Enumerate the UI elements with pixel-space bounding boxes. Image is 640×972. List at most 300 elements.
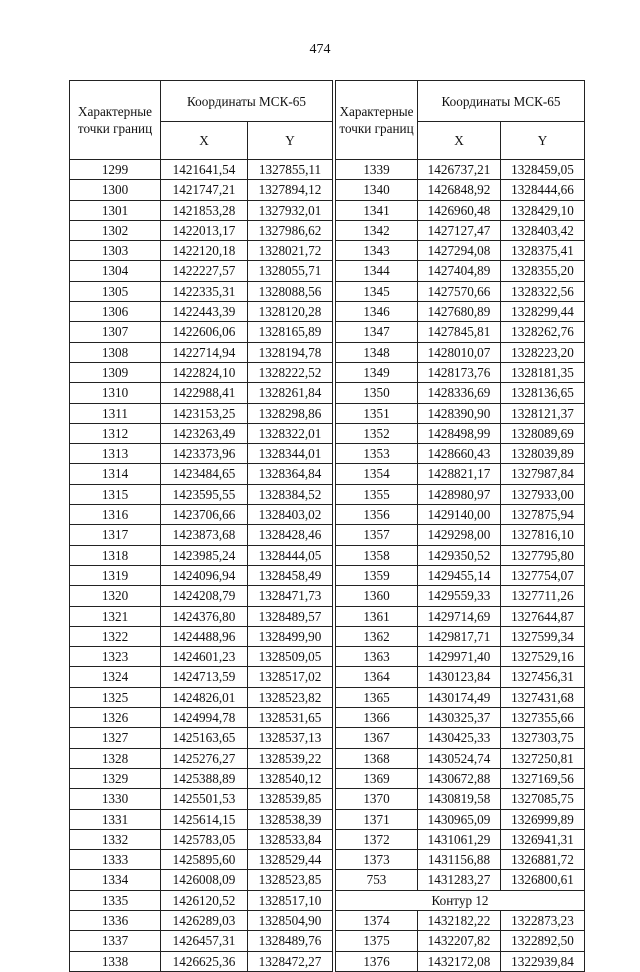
table-row (336, 180, 585, 200)
y-coordinate-cell: 1328529,44 (248, 850, 333, 870)
left-table-body (70, 160, 333, 972)
y-coordinate-cell: 1328165,89 (248, 322, 333, 342)
point-number-cell: 1357 (336, 525, 418, 545)
y-coordinate-cell: 1328322,56 (501, 281, 585, 301)
point-number-cell: 1321 (70, 606, 161, 626)
x-coordinate-cell: 1430174,49 (418, 687, 501, 707)
x-coordinate-cell: 1421747,21 (161, 180, 248, 200)
x-coordinate-cell: 1432182,22 (418, 910, 501, 930)
table-row (336, 850, 585, 870)
point-number-cell: 1370 (336, 789, 418, 809)
table-row (336, 505, 585, 525)
y-coordinate-cell: 1328533,84 (248, 829, 333, 849)
table-row (70, 484, 333, 504)
x-coordinate-cell: 1428010,07 (418, 342, 501, 362)
table-row (336, 464, 585, 484)
y-coordinate-cell: 1328136,65 (501, 383, 585, 403)
table-row (70, 748, 333, 768)
y-coordinate-cell: 1328471,73 (248, 586, 333, 606)
y-coordinate-cell: 1327303,75 (501, 728, 585, 748)
x-coordinate-cell: 1428821,17 (418, 464, 501, 484)
point-number-cell: 1326 (70, 708, 161, 728)
point-number-cell: 1314 (70, 464, 161, 484)
table-row (336, 606, 585, 626)
x-coordinate-cell: 1428173,76 (418, 362, 501, 382)
x-coordinate-cell: 1429298,00 (418, 525, 501, 545)
y-header: Y (248, 122, 333, 160)
y-coordinate-cell: 1328504,90 (248, 910, 333, 930)
table-row (70, 545, 333, 565)
y-coordinate-cell: 1328517,10 (248, 890, 333, 910)
y-coordinate-cell: 1328523,82 (248, 687, 333, 707)
y-coordinate-cell: 1327875,94 (501, 505, 585, 525)
y-coordinate-cell: 1328121,37 (501, 403, 585, 423)
point-number-cell: 1350 (336, 383, 418, 403)
x-coordinate-cell: 1432172,08 (418, 951, 501, 971)
y-coordinate-cell: 1328472,27 (248, 951, 333, 971)
table-row (336, 647, 585, 667)
y-coordinate-cell: 1327644,87 (501, 606, 585, 626)
table-row (70, 728, 333, 748)
y-coordinate-cell: 1328538,39 (248, 809, 333, 829)
table-row (70, 200, 333, 220)
point-number-cell: 1311 (70, 403, 161, 423)
y-coordinate-cell: 1327855,11 (248, 160, 333, 180)
point-number-cell: 1351 (336, 403, 418, 423)
table-row (70, 403, 333, 423)
x-coordinate-cell: 1426848,92 (418, 180, 501, 200)
point-number-cell: 1330 (70, 789, 161, 809)
x-coordinate-cell: 1424826,01 (161, 687, 248, 707)
point-number-cell: 1325 (70, 687, 161, 707)
y-coordinate-cell: 1328403,02 (248, 505, 333, 525)
x-coordinate-cell: 1429140,00 (418, 505, 501, 525)
y-coordinate-cell: 1328299,44 (501, 302, 585, 322)
table-row (70, 789, 333, 809)
x-coordinate-cell: 1425276,27 (161, 748, 248, 768)
point-number-cell: 1376 (336, 951, 418, 971)
y-coordinate-cell: 1328364,84 (248, 464, 333, 484)
y-coordinate-cell: 1328458,49 (248, 565, 333, 585)
x-coordinate-cell: 1430672,88 (418, 768, 501, 788)
x-coordinate-cell: 1422988,41 (161, 383, 248, 403)
point-number-cell: 1312 (70, 423, 161, 443)
y-coordinate-cell: 1327456,31 (501, 667, 585, 687)
x-coordinate-cell: 1424208,79 (161, 586, 248, 606)
table-row (70, 870, 333, 890)
point-number-cell: 1343 (336, 241, 418, 261)
y-coordinate-cell: 1328459,05 (501, 160, 585, 180)
y-coordinate-cell: 1328384,52 (248, 484, 333, 504)
point-number-cell: 1366 (336, 708, 418, 728)
x-coordinate-cell: 1425614,15 (161, 809, 248, 829)
x-coordinate-cell: 1426457,31 (161, 931, 248, 951)
point-number-cell: 1301 (70, 200, 161, 220)
point-number-cell: 1334 (70, 870, 161, 890)
y-coordinate-cell: 1328537,13 (248, 728, 333, 748)
table-row (336, 626, 585, 646)
y-coordinate-cell: 1328489,57 (248, 606, 333, 626)
table-row (70, 160, 333, 180)
x-coordinate-cell: 1429714,69 (418, 606, 501, 626)
table-row (70, 829, 333, 849)
table-row (336, 362, 585, 382)
y-coordinate-cell: 1328375,41 (501, 241, 585, 261)
table-row (70, 444, 333, 464)
x-coordinate-cell: 1429350,52 (418, 545, 501, 565)
table-row (70, 220, 333, 240)
x-coordinate-cell: 1425783,05 (161, 829, 248, 849)
x-header: X (161, 122, 248, 160)
x-coordinate-cell: 1429559,33 (418, 586, 501, 606)
table-row (70, 302, 333, 322)
y-coordinate-cell: 1327932,01 (248, 200, 333, 220)
point-number-cell: 1317 (70, 525, 161, 545)
x-coordinate-cell: 1422714,94 (161, 342, 248, 362)
table-row (70, 464, 333, 484)
y-coordinate-cell: 1328322,01 (248, 423, 333, 443)
y-coordinate-cell: 1328444,05 (248, 545, 333, 565)
point-number-cell: 1306 (70, 302, 161, 322)
x-coordinate-cell: 1428498,99 (418, 423, 501, 443)
point-number-cell: 1332 (70, 829, 161, 849)
table-row (336, 687, 585, 707)
y-coordinate-cell: 1327987,84 (501, 464, 585, 484)
x-coordinate-cell: 1429455,14 (418, 565, 501, 585)
x-coordinate-cell: 1424376,80 (161, 606, 248, 626)
x-coordinate-cell: 1428660,43 (418, 444, 501, 464)
points-header: Характерные точки границ (336, 81, 418, 160)
x-coordinate-cell: 1431156,88 (418, 850, 501, 870)
x-coordinate-cell: 1430325,37 (418, 708, 501, 728)
x-coordinate-cell: 1423484,65 (161, 464, 248, 484)
y-coordinate-cell: 1322939,84 (501, 951, 585, 971)
point-number-cell: 1348 (336, 342, 418, 362)
table-row (336, 667, 585, 687)
y-coordinate-cell: 1328540,12 (248, 768, 333, 788)
x-coordinate-cell: 1426289,03 (161, 910, 248, 930)
table-row (336, 708, 585, 728)
table-row (70, 261, 333, 281)
point-number-cell: 1353 (336, 444, 418, 464)
point-number-cell: 1341 (336, 200, 418, 220)
x-coordinate-cell: 1430425,33 (418, 728, 501, 748)
table-row (70, 241, 333, 261)
point-number-cell: 1315 (70, 484, 161, 504)
table-row (70, 951, 333, 971)
point-number-cell: 1302 (70, 220, 161, 240)
y-coordinate-cell: 1326800,61 (501, 870, 585, 890)
point-number-cell: 1362 (336, 626, 418, 646)
y-coordinate-cell: 1322873,23 (501, 910, 585, 930)
y-coordinate-cell: 1328261,84 (248, 383, 333, 403)
y-coordinate-cell: 1328223,20 (501, 342, 585, 362)
point-number-cell: 1365 (336, 687, 418, 707)
x-coordinate-cell: 1426120,52 (161, 890, 248, 910)
coords-header: Координаты МСК-65 (418, 81, 585, 122)
x-coordinate-cell: 1424096,94 (161, 565, 248, 585)
point-number-cell: 1360 (336, 586, 418, 606)
table-row (336, 728, 585, 748)
point-number-cell: 1354 (336, 464, 418, 484)
x-coordinate-cell: 1422013,17 (161, 220, 248, 240)
table-row (336, 545, 585, 565)
point-number-cell: 1344 (336, 261, 418, 281)
table-row (70, 647, 333, 667)
y-header: Y (501, 122, 585, 160)
y-coordinate-cell: 1327933,00 (501, 484, 585, 504)
x-coordinate-cell: 1430123,84 (418, 667, 501, 687)
point-number-cell: 1369 (336, 768, 418, 788)
kontur-row (336, 890, 585, 910)
y-coordinate-cell: 1328444,66 (501, 180, 585, 200)
x-coordinate-cell: 1423263,49 (161, 423, 248, 443)
table-row (70, 910, 333, 930)
x-coordinate-cell: 1426008,09 (161, 870, 248, 890)
x-coordinate-cell: 1432207,82 (418, 931, 501, 951)
table-row (70, 850, 333, 870)
table-row (70, 687, 333, 707)
table-row (70, 768, 333, 788)
point-number-cell: 1318 (70, 545, 161, 565)
page-number: 474 (309, 42, 331, 57)
point-number-cell: 1319 (70, 565, 161, 585)
kontur-label: Контур 12 (336, 890, 585, 910)
x-coordinate-cell: 1423985,24 (161, 545, 248, 565)
point-number-cell: 1340 (336, 180, 418, 200)
x-coordinate-cell: 1429817,71 (418, 626, 501, 646)
y-coordinate-cell: 1327169,56 (501, 768, 585, 788)
point-number-cell: 1324 (70, 667, 161, 687)
point-number-cell: 1323 (70, 647, 161, 667)
y-coordinate-cell: 1328021,72 (248, 241, 333, 261)
x-coordinate-cell: 1427294,08 (418, 241, 501, 261)
x-coordinate-cell: 1423706,66 (161, 505, 248, 525)
table-row (336, 809, 585, 829)
point-number-cell: 1373 (336, 850, 418, 870)
coordinates-table-left (69, 80, 333, 972)
table-row (336, 200, 585, 220)
y-coordinate-cell: 1328428,46 (248, 525, 333, 545)
y-coordinate-cell: 1326941,31 (501, 829, 585, 849)
y-coordinate-cell: 1327816,10 (501, 525, 585, 545)
table-row (336, 525, 585, 545)
table-row (336, 383, 585, 403)
y-coordinate-cell: 1328089,69 (501, 423, 585, 443)
right-table-body (336, 160, 585, 891)
table-row (336, 403, 585, 423)
point-number-cell: 1337 (70, 931, 161, 951)
point-number-cell: 1327 (70, 728, 161, 748)
table-row (336, 931, 585, 951)
table-row (70, 931, 333, 951)
point-number-cell: 1371 (336, 809, 418, 829)
y-coordinate-cell: 1327754,07 (501, 565, 585, 585)
y-coordinate-cell: 1328181,35 (501, 362, 585, 382)
x-coordinate-cell: 1423153,25 (161, 403, 248, 423)
point-number-cell: 1329 (70, 768, 161, 788)
table-row (70, 809, 333, 829)
x-coordinate-cell: 1430819,58 (418, 789, 501, 809)
point-number-cell: 1352 (336, 423, 418, 443)
x-coordinate-cell: 1425163,65 (161, 728, 248, 748)
y-coordinate-cell: 1328523,85 (248, 870, 333, 890)
x-coordinate-cell: 1427680,89 (418, 302, 501, 322)
y-coordinate-cell: 1328355,20 (501, 261, 585, 281)
point-number-cell: 1364 (336, 667, 418, 687)
table-row (70, 383, 333, 403)
y-coordinate-cell: 1326999,89 (501, 809, 585, 829)
y-coordinate-cell: 1327795,80 (501, 545, 585, 565)
x-coordinate-cell: 1430524,74 (418, 748, 501, 768)
x-coordinate-cell: 1426737,21 (418, 160, 501, 180)
point-number-cell: 1316 (70, 505, 161, 525)
table-row (336, 565, 585, 585)
point-number-cell: 1305 (70, 281, 161, 301)
point-number-cell: 1342 (336, 220, 418, 240)
table-row (336, 423, 585, 443)
table-row (70, 525, 333, 545)
table-row (70, 322, 333, 342)
table-row (70, 667, 333, 687)
y-coordinate-cell: 1328298,86 (248, 403, 333, 423)
point-number-cell: 1313 (70, 444, 161, 464)
point-number-cell: 1339 (336, 160, 418, 180)
y-coordinate-cell: 1327250,81 (501, 748, 585, 768)
y-coordinate-cell: 1326881,72 (501, 850, 585, 870)
y-coordinate-cell: 1327431,68 (501, 687, 585, 707)
table-row (70, 342, 333, 362)
x-coordinate-cell: 1429971,40 (418, 647, 501, 667)
x-coordinate-cell: 1427127,47 (418, 220, 501, 240)
point-number-cell: 1368 (336, 748, 418, 768)
points-header: Характерные точки границ (70, 81, 161, 160)
table-row (70, 281, 333, 301)
x-coordinate-cell: 1427570,66 (418, 281, 501, 301)
y-coordinate-cell: 1328539,85 (248, 789, 333, 809)
point-number-cell: 1333 (70, 850, 161, 870)
x-coordinate-cell: 1426960,48 (418, 200, 501, 220)
y-coordinate-cell: 1328194,78 (248, 342, 333, 362)
right-table-body-kontur (336, 910, 585, 971)
x-coordinate-cell: 1428980,97 (418, 484, 501, 504)
x-coordinate-cell: 1428390,90 (418, 403, 501, 423)
point-number-cell: 1300 (70, 180, 161, 200)
x-coordinate-cell: 1422335,31 (161, 281, 248, 301)
x-coordinate-cell: 1428336,69 (418, 383, 501, 403)
table-row (70, 626, 333, 646)
x-coordinate-cell: 1425501,53 (161, 789, 248, 809)
x-coordinate-cell: 1431061,29 (418, 829, 501, 849)
y-coordinate-cell: 1328344,01 (248, 444, 333, 464)
x-coordinate-cell: 1424713,59 (161, 667, 248, 687)
x-header: X (418, 122, 501, 160)
x-coordinate-cell: 1427845,81 (418, 322, 501, 342)
point-number-cell: 1336 (70, 910, 161, 930)
point-number-cell: 1358 (336, 545, 418, 565)
point-number-cell: 1356 (336, 505, 418, 525)
x-coordinate-cell: 1423373,96 (161, 444, 248, 464)
table-row (70, 423, 333, 443)
table-row (70, 586, 333, 606)
point-number-cell: 1347 (336, 322, 418, 342)
y-coordinate-cell: 1328539,22 (248, 748, 333, 768)
y-coordinate-cell: 1328531,65 (248, 708, 333, 728)
y-coordinate-cell: 1327529,16 (501, 647, 585, 667)
table-row (336, 342, 585, 362)
point-number-cell: 1304 (70, 261, 161, 281)
x-coordinate-cell: 1424488,96 (161, 626, 248, 646)
table-row (336, 220, 585, 240)
point-number-cell: 1338 (70, 951, 161, 971)
y-coordinate-cell: 1328055,71 (248, 261, 333, 281)
x-coordinate-cell: 1425895,60 (161, 850, 248, 870)
x-coordinate-cell: 1423873,68 (161, 525, 248, 545)
coordinates-table-right (335, 80, 585, 972)
table-row (336, 870, 585, 890)
x-coordinate-cell: 1427404,89 (418, 261, 501, 281)
point-number-cell: 1303 (70, 241, 161, 261)
point-number-cell: 1320 (70, 586, 161, 606)
point-number-cell: 1299 (70, 160, 161, 180)
y-coordinate-cell: 1328088,56 (248, 281, 333, 301)
point-number-cell: 1322 (70, 626, 161, 646)
point-number-cell: 1346 (336, 302, 418, 322)
y-coordinate-cell: 1327894,12 (248, 180, 333, 200)
y-coordinate-cell: 1328403,42 (501, 220, 585, 240)
y-coordinate-cell: 1328222,52 (248, 362, 333, 382)
table-row (336, 261, 585, 281)
point-number-cell: 1375 (336, 931, 418, 951)
point-number-cell: 1328 (70, 748, 161, 768)
table-row (336, 281, 585, 301)
coords-header: Координаты МСК-65 (161, 81, 333, 122)
table-row (336, 444, 585, 464)
point-number-cell: 1335 (70, 890, 161, 910)
table-row (336, 951, 585, 971)
y-coordinate-cell: 1327986,62 (248, 220, 333, 240)
y-coordinate-cell: 1328429,10 (501, 200, 585, 220)
table-row (336, 768, 585, 788)
point-number-cell: 1310 (70, 383, 161, 403)
point-number-cell: 1309 (70, 362, 161, 382)
x-coordinate-cell: 1431283,27 (418, 870, 501, 890)
y-coordinate-cell: 1322892,50 (501, 931, 585, 951)
y-coordinate-cell: 1328517,02 (248, 667, 333, 687)
y-coordinate-cell: 1328509,05 (248, 647, 333, 667)
table-row (336, 829, 585, 849)
table-row (70, 708, 333, 728)
y-coordinate-cell: 1327599,34 (501, 626, 585, 646)
table-row (336, 586, 585, 606)
point-number-cell: 1361 (336, 606, 418, 626)
table-row (70, 180, 333, 200)
table-row (70, 890, 333, 910)
y-coordinate-cell: 1327085,75 (501, 789, 585, 809)
table-row (336, 748, 585, 768)
x-coordinate-cell: 1423595,55 (161, 484, 248, 504)
x-coordinate-cell: 1425388,89 (161, 768, 248, 788)
y-coordinate-cell: 1328039,89 (501, 444, 585, 464)
point-number-cell: 1345 (336, 281, 418, 301)
table-row (70, 565, 333, 585)
point-number-cell: 1349 (336, 362, 418, 382)
table-row (336, 910, 585, 930)
point-number-cell: 1308 (70, 342, 161, 362)
x-coordinate-cell: 1424994,78 (161, 708, 248, 728)
table-row (70, 606, 333, 626)
point-number-cell: 1359 (336, 565, 418, 585)
